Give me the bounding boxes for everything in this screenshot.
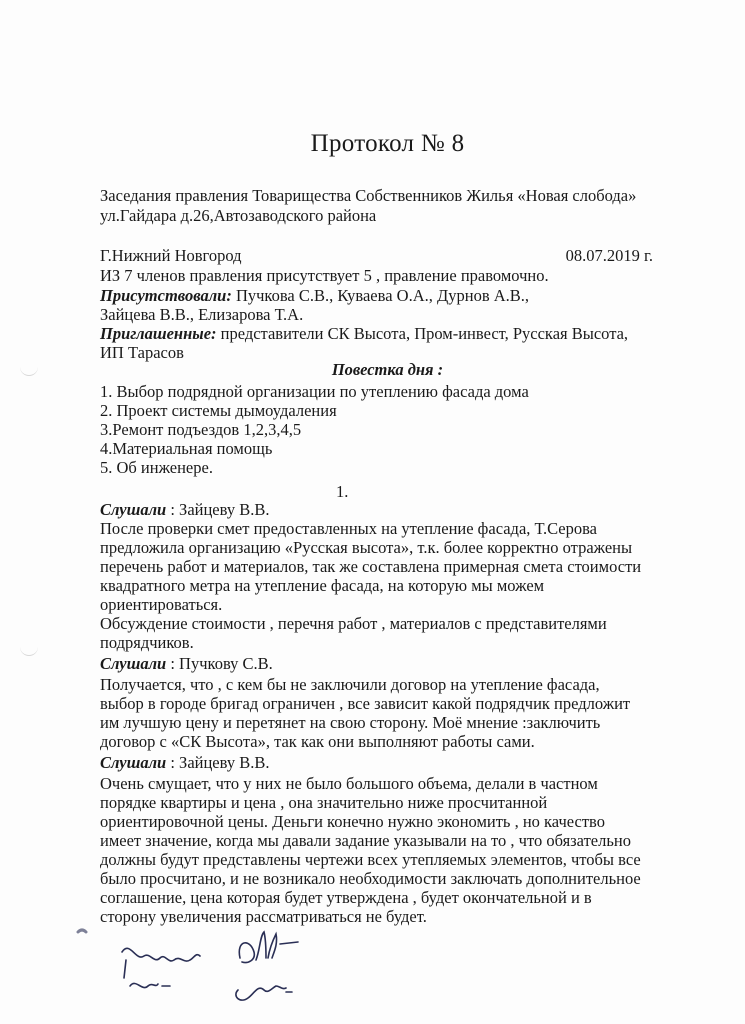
present-names-2: Зайцева В.В., Елизарова Т.А. xyxy=(100,305,304,324)
heard-line-2 xyxy=(100,654,273,673)
paragraph-line: После проверки смет предоставленных на утепление фасада, Т.Серова xyxy=(100,519,597,538)
paragraph-line: Получается, что , с кем бы не заключили договор на утепление фасада, xyxy=(100,675,600,694)
paragraph-line: ориентировочной цены. Деньги конечно нужно экономить , но качество xyxy=(100,812,605,831)
agenda-item: 3.Ремонт подъездов 1,2,3,4,5 xyxy=(100,420,302,439)
header-line-1: Заседания правления Товарищества Собственников Жилья «Новая слобода» xyxy=(100,186,637,205)
paragraph-line: должны будут представлены чертежи всех утепляемых элементов, чтобы все xyxy=(100,850,641,869)
agenda-item: 2. Проект системы дымоудаления xyxy=(100,401,337,420)
section-number: 1. xyxy=(336,482,349,501)
paragraph-line: имеет значение, когда мы давали задание указывали на то , что обязательно xyxy=(100,831,631,850)
heard-label: Слушали xyxy=(100,753,167,772)
paragraph-line: выбор в городе бригад ограничен , все зависит какой подрядчик предложит xyxy=(100,694,631,713)
handwritten-signatures xyxy=(70,920,330,1020)
invited-names: представители СК Высота, Пром-инвест, Русская Высота, xyxy=(216,324,629,343)
document-date: 08.07.2019 г. xyxy=(565,246,653,265)
paragraph-line: подрядчиков. xyxy=(100,633,194,652)
agenda-title: Повестка дня : xyxy=(331,360,444,379)
paragraph-line: соглашение, цена которая будет утверждена , будет окончательной и в xyxy=(100,888,592,907)
heard-label: Слушали xyxy=(100,654,167,673)
heard-label: Слушали xyxy=(100,500,167,519)
present-names: Пучкова С.В., Куваева О.А., Дурнов А.В., xyxy=(231,286,530,305)
quorum-text: ИЗ 7 членов правления присутствует 5 , правление правомочно. xyxy=(100,266,549,285)
paragraph-line: сторону увеличения рассматриваться не будет. xyxy=(100,907,427,926)
paragraph-line: перечень работ и материалов, так же составлена примерная смета стоимости xyxy=(100,557,642,576)
heard-speaker: : Зайцеву В.В. xyxy=(166,753,270,772)
agenda-item: 5. Об инженере. xyxy=(100,458,213,477)
heard-line-3 xyxy=(100,753,270,772)
paragraph-line: квадратного метра на утепление фасада, на которую мы можем xyxy=(100,576,545,595)
heard-speaker: : Пучкову С.В. xyxy=(166,654,273,673)
punch-hole-mark xyxy=(20,645,38,656)
paragraph-line: ориентироваться. xyxy=(100,595,223,614)
paragraph-line: порядке квартиры и цена , она значительно ниже просчитанной xyxy=(100,793,548,812)
invited-label: Приглашенные: xyxy=(100,324,217,343)
header-line-2: ул.Гайдара д.26,Автозаводского района xyxy=(100,206,377,225)
paragraph-line: Очень смущает, что у них не было большого объема, делали в частном xyxy=(100,774,598,793)
invited-names-2: ИП Тарасов xyxy=(100,343,184,362)
agenda-item: 1. Выбор подрядной организации по утеплению фасада дома xyxy=(100,382,529,401)
paragraph-line: предложила организацию «Русская высота», т.к. более корректно отражены xyxy=(100,538,633,557)
present-label: Присутствовали: xyxy=(100,286,232,305)
paragraph-line: им лучшую цену и перетянет на свою сторону. Моё мнение :заключить xyxy=(100,713,601,732)
document-title: Протокол № 8 xyxy=(310,130,465,157)
heard-speaker: : Зайцеву В.В. xyxy=(166,500,270,519)
heard-line-1 xyxy=(100,500,270,519)
present-line xyxy=(100,286,529,305)
city: Г.Нижний Новгород xyxy=(100,246,242,265)
paragraph-line: договор с «СК Высота», так как они выполняют работы сами. xyxy=(100,732,535,751)
agenda-item: 4.Материальная помощь xyxy=(100,439,273,458)
paragraph-line: Обсуждение стоимости , перечня работ , материалов с представителями xyxy=(100,614,607,633)
paragraph-line: было просчитано, и не возникало необходимости заключать дополнительное xyxy=(100,869,641,888)
invited-line xyxy=(100,324,628,343)
